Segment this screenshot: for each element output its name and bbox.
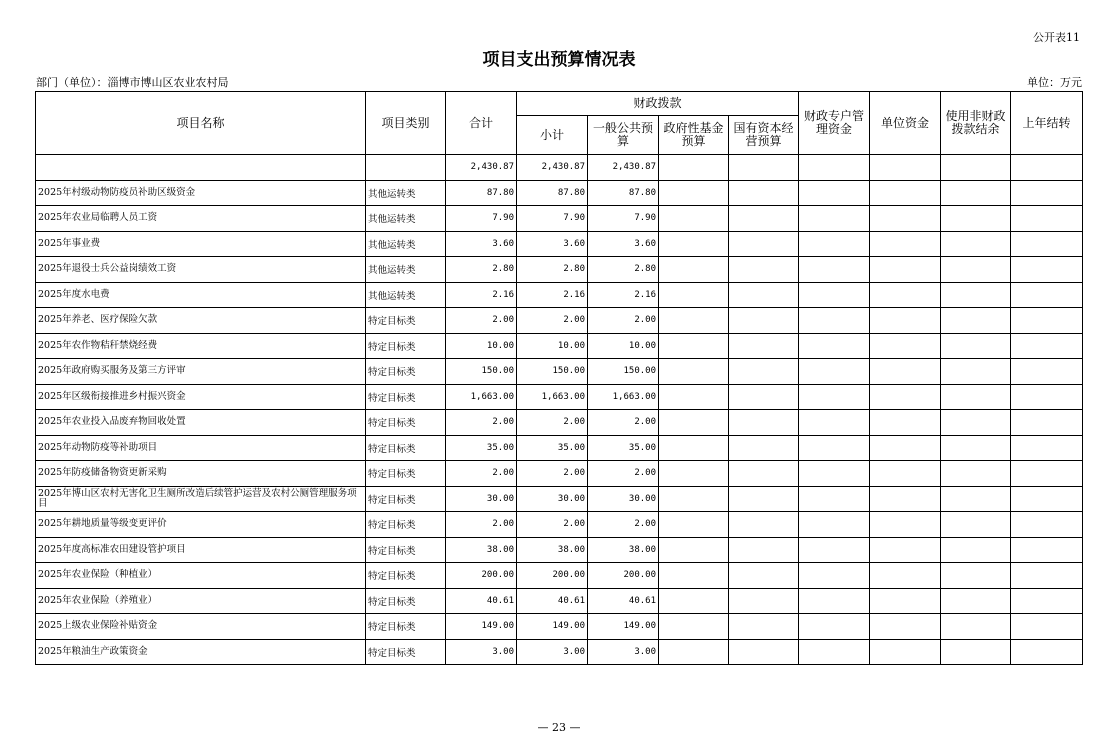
header-project-name: 项目名称	[36, 92, 366, 155]
header-unit-funds: 单位资金	[870, 92, 941, 155]
table-row	[36, 384, 1083, 410]
empty-cell	[799, 206, 870, 232]
project-name-cell: 2025上级农业保险补贴资金	[36, 614, 366, 640]
project-name-cell: 2025年度水电费	[36, 282, 366, 308]
table-row	[36, 563, 1083, 589]
empty-cell	[870, 231, 941, 257]
general-budget-cell: 2.00	[588, 410, 659, 436]
empty-cell	[870, 333, 941, 359]
empty-cell	[870, 639, 941, 665]
empty-cell	[870, 308, 941, 334]
empty-cell	[729, 282, 799, 308]
empty-cell	[941, 308, 1011, 334]
subtotal-cell: 2.00	[517, 461, 588, 487]
empty-cell	[941, 512, 1011, 538]
table-row	[36, 588, 1083, 614]
project-name-cell: 2025年农业投入品废弃物回收处置	[36, 410, 366, 436]
empty-cell	[941, 206, 1011, 232]
empty-cell	[659, 359, 729, 385]
empty-cell	[870, 512, 941, 538]
project-name-cell: 2025年农业保险（养殖业）	[36, 588, 366, 614]
total-cell: 2.80	[446, 257, 517, 283]
project-type-cell: 特定目标类	[366, 359, 446, 385]
project-name-cell: 2025年区级衔接推进乡村振兴资金	[36, 384, 366, 410]
subtotal-cell: 2.80	[517, 257, 588, 283]
empty-cell	[659, 333, 729, 359]
table-row	[36, 512, 1083, 538]
empty-cell	[799, 282, 870, 308]
empty-cell	[1011, 282, 1083, 308]
empty-cell	[941, 333, 1011, 359]
empty-cell	[1011, 384, 1083, 410]
empty-cell	[729, 359, 799, 385]
total-cell: 30.00	[446, 486, 517, 512]
empty-cell	[799, 639, 870, 665]
empty-cell	[729, 206, 799, 232]
empty-cell	[729, 639, 799, 665]
project-name-cell: 2025年退役士兵公益岗绩效工资	[36, 257, 366, 283]
project-name-cell: 2025年养老、医疗保险欠款	[36, 308, 366, 334]
general-budget-cell: 2.80	[588, 257, 659, 283]
subtotal-cell: 10.00	[517, 333, 588, 359]
empty-cell	[659, 180, 729, 206]
empty-cell	[659, 512, 729, 538]
total-cell: 2.00	[446, 410, 517, 436]
empty-cell	[659, 384, 729, 410]
general-budget-cell: 3.00	[588, 639, 659, 665]
subtotal-cell: 2.16	[517, 282, 588, 308]
table-row	[36, 461, 1083, 487]
table-row	[36, 257, 1083, 283]
subtotal-cell: 38.00	[517, 537, 588, 563]
general-budget-cell: 10.00	[588, 333, 659, 359]
table-row	[36, 639, 1083, 665]
empty-cell	[729, 180, 799, 206]
general-budget-cell: 200.00	[588, 563, 659, 589]
general-budget-cell: 30.00	[588, 486, 659, 512]
subtotal-cell: 2.00	[517, 410, 588, 436]
empty-cell	[1011, 257, 1083, 283]
project-type-cell: 其他运转类	[366, 282, 446, 308]
total-cell: 40.61	[446, 588, 517, 614]
header-total: 合计	[446, 92, 517, 155]
empty-cell	[941, 180, 1011, 206]
empty-cell	[799, 333, 870, 359]
empty-cell	[870, 282, 941, 308]
empty-cell	[729, 384, 799, 410]
empty-cell	[1011, 231, 1083, 257]
empty-cell	[659, 563, 729, 589]
empty-cell	[799, 486, 870, 512]
empty-cell	[1011, 333, 1083, 359]
department-label: 部门（单位）：淄博市博山区农业农村局	[36, 76, 229, 89]
project-name-cell: 2025年政府购买服务及第三方评审	[36, 359, 366, 385]
project-type-cell: 特定目标类	[366, 563, 446, 589]
header-last-year-carryover: 上年结转	[1011, 92, 1083, 155]
empty-cell	[799, 384, 870, 410]
subtotal-cell: 149.00	[517, 614, 588, 640]
empty-cell	[1011, 180, 1083, 206]
empty-cell	[941, 410, 1011, 436]
empty-cell	[1011, 537, 1083, 563]
table-row	[36, 486, 1083, 512]
empty-cell	[870, 180, 941, 206]
total-cell: 2.16	[446, 282, 517, 308]
empty-cell	[870, 206, 941, 232]
project-type-cell: 特定目标类	[366, 308, 446, 334]
unit-label: 单位：万元	[1027, 76, 1082, 89]
header-project-type: 项目类别	[366, 92, 446, 155]
table-row	[36, 614, 1083, 640]
empty-cell	[729, 588, 799, 614]
subtotal-cell: 2.00	[517, 308, 588, 334]
table-body	[36, 155, 1083, 665]
empty-cell	[659, 257, 729, 283]
form-code: 公开表11	[1033, 31, 1080, 44]
general-budget-cell: 2.00	[588, 308, 659, 334]
header-nonfiscal-balance: 使用非财政拨款结余	[941, 92, 1011, 155]
empty-cell	[659, 206, 729, 232]
empty-cell	[1011, 461, 1083, 487]
empty-cell	[870, 435, 941, 461]
project-name-cell: 2025年事业费	[36, 231, 366, 257]
general-budget-cell: 2.00	[588, 512, 659, 538]
empty-cell	[941, 461, 1011, 487]
empty-cell	[870, 614, 941, 640]
total-cell: 35.00	[446, 435, 517, 461]
general-budget-cell: 2.16	[588, 282, 659, 308]
empty-cell	[659, 435, 729, 461]
empty-cell	[799, 614, 870, 640]
empty-cell	[659, 308, 729, 334]
empty-cell	[941, 563, 1011, 589]
empty-cell	[799, 588, 870, 614]
empty-cell	[1011, 435, 1083, 461]
general-budget-cell: 149.00	[588, 614, 659, 640]
project-type-cell: 其他运转类	[366, 180, 446, 206]
empty-cell	[729, 257, 799, 283]
empty-cell	[659, 537, 729, 563]
empty-cell	[799, 308, 870, 334]
empty-cell	[659, 588, 729, 614]
empty-cell	[1011, 563, 1083, 589]
empty-cell	[659, 410, 729, 436]
empty-cell	[799, 537, 870, 563]
empty-cell	[729, 435, 799, 461]
empty-cell	[870, 486, 941, 512]
empty-cell	[941, 257, 1011, 283]
empty-cell	[870, 588, 941, 614]
empty-cell	[729, 333, 799, 359]
empty-cell	[1011, 639, 1083, 665]
subtotal-cell: 7.90	[517, 206, 588, 232]
total-cell: 150.00	[446, 359, 517, 385]
project-type-cell: 特定目标类	[366, 435, 446, 461]
total-cell: 200.00	[446, 563, 517, 589]
table-row	[36, 333, 1083, 359]
empty-cell	[870, 410, 941, 436]
project-type-cell: 其他运转类	[366, 231, 446, 257]
project-name-cell: 2025年村级动物防疫员补助区级资金	[36, 180, 366, 206]
table-row	[36, 231, 1083, 257]
project-type-cell: 特定目标类	[366, 588, 446, 614]
empty-cell	[870, 359, 941, 385]
total-cell: 2.00	[446, 512, 517, 538]
subtotal-cell: 150.00	[517, 359, 588, 385]
project-name-cell: 2025年粮油生产政策资金	[36, 639, 366, 665]
empty-cell	[1011, 588, 1083, 614]
empty-cell	[659, 231, 729, 257]
empty-cell	[659, 614, 729, 640]
empty-cell	[799, 563, 870, 589]
empty-cell	[729, 308, 799, 334]
table-row	[36, 206, 1083, 232]
empty-cell	[729, 563, 799, 589]
empty-cell	[1011, 359, 1083, 385]
header-fiscal: 财政拨款	[517, 92, 799, 116]
summary-subtotal: 2,430.87	[517, 155, 588, 181]
project-type-cell: 其他运转类	[366, 206, 446, 232]
empty-cell	[659, 639, 729, 665]
project-name-cell: 2025年农作物秸秆禁烧经费	[36, 333, 366, 359]
subtotal-cell: 2.00	[517, 512, 588, 538]
table-row	[36, 308, 1083, 334]
empty-cell	[941, 435, 1011, 461]
subtotal-cell: 87.80	[517, 180, 588, 206]
project-type-cell: 特定目标类	[366, 512, 446, 538]
empty-cell	[799, 512, 870, 538]
empty-cell	[941, 384, 1011, 410]
subtotal-cell: 1,663.00	[517, 384, 588, 410]
empty-cell	[941, 588, 1011, 614]
subtotal-cell: 40.61	[517, 588, 588, 614]
general-budget-cell: 87.80	[588, 180, 659, 206]
header-gov-fund: 政府性基金预算	[659, 116, 729, 155]
empty-cell	[799, 257, 870, 283]
empty-cell	[941, 614, 1011, 640]
empty-cell	[659, 282, 729, 308]
empty-cell	[729, 512, 799, 538]
empty-cell	[1011, 486, 1083, 512]
empty-cell	[799, 180, 870, 206]
project-name-cell: 2025年农业局临聘人员工资	[36, 206, 366, 232]
general-budget-cell: 2.00	[588, 461, 659, 487]
general-budget-cell: 3.60	[588, 231, 659, 257]
empty-cell	[870, 537, 941, 563]
empty-cell	[870, 461, 941, 487]
project-name-cell: 2025年农业保险（种植业）	[36, 563, 366, 589]
general-budget-cell: 35.00	[588, 435, 659, 461]
empty-cell	[1011, 614, 1083, 640]
page-title: 项目支出预算情况表	[482, 50, 636, 70]
total-cell: 2.00	[446, 308, 517, 334]
project-type-cell: 特定目标类	[366, 486, 446, 512]
empty-cell	[941, 359, 1011, 385]
empty-cell	[659, 461, 729, 487]
general-budget-cell: 7.90	[588, 206, 659, 232]
empty-cell	[941, 282, 1011, 308]
page-number: — 23 —	[537, 721, 581, 734]
project-type-cell: 特定目标类	[366, 639, 446, 665]
table-row	[36, 537, 1083, 563]
project-name-cell: 2025年博山区农村无害化卫生厕所改造后续管护运营及农村公厕管理服务项目	[36, 486, 366, 512]
total-cell: 7.90	[446, 206, 517, 232]
table-row	[36, 410, 1083, 436]
empty-cell	[870, 384, 941, 410]
total-cell: 38.00	[446, 537, 517, 563]
empty-cell	[1011, 308, 1083, 334]
empty-cell	[729, 486, 799, 512]
total-cell: 1,663.00	[446, 384, 517, 410]
empty-cell	[1011, 206, 1083, 232]
project-name-cell: 2025年耕地质量等级变更评价	[36, 512, 366, 538]
project-type-cell: 特定目标类	[366, 461, 446, 487]
budget-table	[35, 91, 1083, 665]
table-row	[36, 282, 1083, 308]
summary-row	[36, 155, 1083, 181]
empty-cell	[729, 614, 799, 640]
project-type-cell: 其他运转类	[366, 257, 446, 283]
empty-cell	[799, 231, 870, 257]
empty-cell	[729, 231, 799, 257]
header-special-account: 财政专户管理资金	[799, 92, 870, 155]
empty-cell	[941, 639, 1011, 665]
header-state-capital: 国有资本经营预算	[729, 116, 799, 155]
empty-cell	[941, 231, 1011, 257]
empty-cell	[799, 461, 870, 487]
summary-general: 2,430.87	[588, 155, 659, 181]
empty-cell	[659, 486, 729, 512]
project-type-cell: 特定目标类	[366, 333, 446, 359]
general-budget-cell: 1,663.00	[588, 384, 659, 410]
empty-cell	[799, 410, 870, 436]
header-general-budget: 一般公共预算	[588, 116, 659, 155]
empty-cell	[1011, 512, 1083, 538]
empty-cell	[729, 410, 799, 436]
subtotal-cell: 3.00	[517, 639, 588, 665]
project-type-cell: 特定目标类	[366, 384, 446, 410]
table-row	[36, 435, 1083, 461]
subtotal-cell: 30.00	[517, 486, 588, 512]
empty-cell	[799, 359, 870, 385]
empty-cell	[941, 537, 1011, 563]
empty-cell	[870, 563, 941, 589]
empty-cell	[1011, 410, 1083, 436]
project-name-cell: 2025年防疫储备物资更新采购	[36, 461, 366, 487]
project-type-cell: 特定目标类	[366, 537, 446, 563]
empty-cell	[729, 461, 799, 487]
project-type-cell: 特定目标类	[366, 614, 446, 640]
total-cell: 87.80	[446, 180, 517, 206]
empty-cell	[870, 257, 941, 283]
empty-cell	[941, 486, 1011, 512]
total-cell: 10.00	[446, 333, 517, 359]
total-cell: 149.00	[446, 614, 517, 640]
header-subtotal: 小计	[517, 116, 588, 155]
empty-cell	[729, 537, 799, 563]
table-row	[36, 180, 1083, 206]
empty-cell	[799, 435, 870, 461]
table-row	[36, 359, 1083, 385]
total-cell: 2.00	[446, 461, 517, 487]
subtotal-cell: 3.60	[517, 231, 588, 257]
total-cell: 3.60	[446, 231, 517, 257]
general-budget-cell: 40.61	[588, 588, 659, 614]
general-budget-cell: 150.00	[588, 359, 659, 385]
project-name-cell: 2025年动物防疫等补助项目	[36, 435, 366, 461]
general-budget-cell: 38.00	[588, 537, 659, 563]
subtotal-cell: 200.00	[517, 563, 588, 589]
project-type-cell: 特定目标类	[366, 410, 446, 436]
project-name-cell: 2025年度高标准农田建设管护项目	[36, 537, 366, 563]
total-cell: 3.00	[446, 639, 517, 665]
subtotal-cell: 35.00	[517, 435, 588, 461]
summary-total: 2,430.87	[446, 155, 517, 181]
